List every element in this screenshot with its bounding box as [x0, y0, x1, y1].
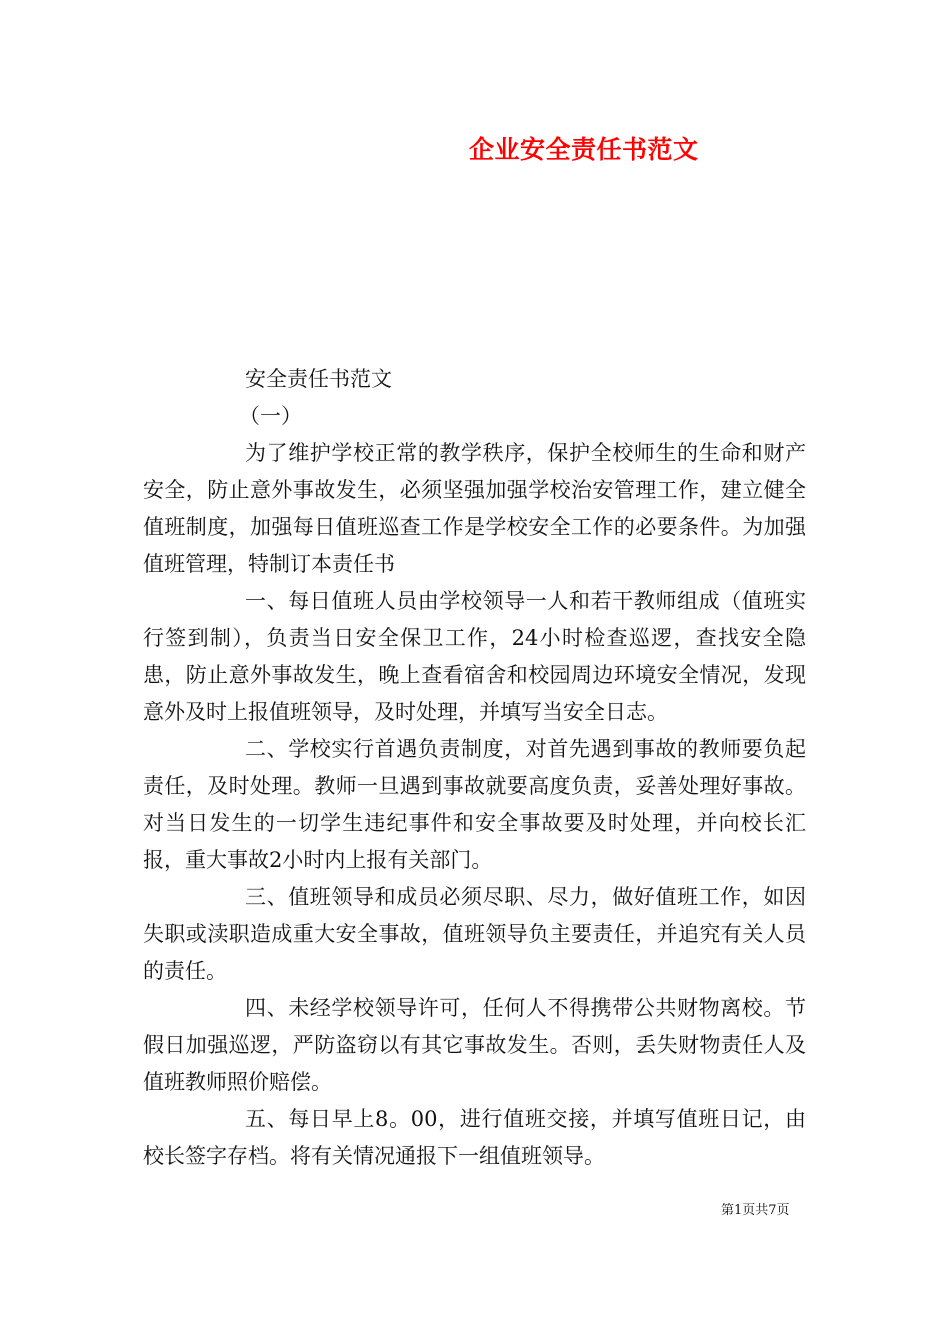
paragraph-item-5: 五、每日早上8。00，进行值班交接，并填写值班日记，由校长签字存档。将有关情况通报下一组值班领导。: [143, 1107, 806, 1168]
paragraph-intro: 为了维护学校正常的教学秩序，保护全校师生的生命和财产安全，防止意外事故发生，必须坚强加强学校治安管理工作，建立健全值班制度，加强每日值班巡查工作是学校安全工作的必要条件。为加强值班管理，特制订本责任书: [143, 441, 806, 576]
document-subtitle: 安全责任书范文: [245, 367, 392, 391]
document-body: [143, 361, 806, 1175]
page-number: 第1页共7页: [721, 1203, 790, 1218]
section-marker: （一）: [239, 404, 302, 428]
paragraph-item-2: 二、学校实行首遇负责制度，对首先遇到事故的教师要负起责任，及时处理。教师一旦遇到事故就要高度负责，妥善处理好事故。对当日发生的一切学生违纪事件和安全事故要及时处理，并向校长汇报，重大事故2小时内上报有关部门。: [143, 737, 806, 872]
paragraph-item-1: 一、每日值班人员由学校领导一人和若干教师组成（值班实行签到制），负责当日安全保卫工作，24小时检查巡逻，查找安全隐患，防止意外事故发生，晚上查看宿舍和校园周边环境安全情况，发现意外及时上报值班领导，及时处理，并填写当安全日志。: [143, 589, 806, 724]
paragraph-item-4: 四、未经学校领导许可，任何人不得携带公共财物离校。节假日加强巡逻，严防盗窃以有其它事故发生。否则，丢失财物责任人及值班教师照价赔偿。: [143, 996, 806, 1094]
document-title: 企业安全责任书范文: [469, 135, 699, 164]
paragraph-item-3: 三、值班领导和成员必须尽职、尽力，做好值班工作，如因失职或渎职造成重大安全事故，值班领导负主要责任，并追究有关人员的责任。: [143, 885, 806, 983]
